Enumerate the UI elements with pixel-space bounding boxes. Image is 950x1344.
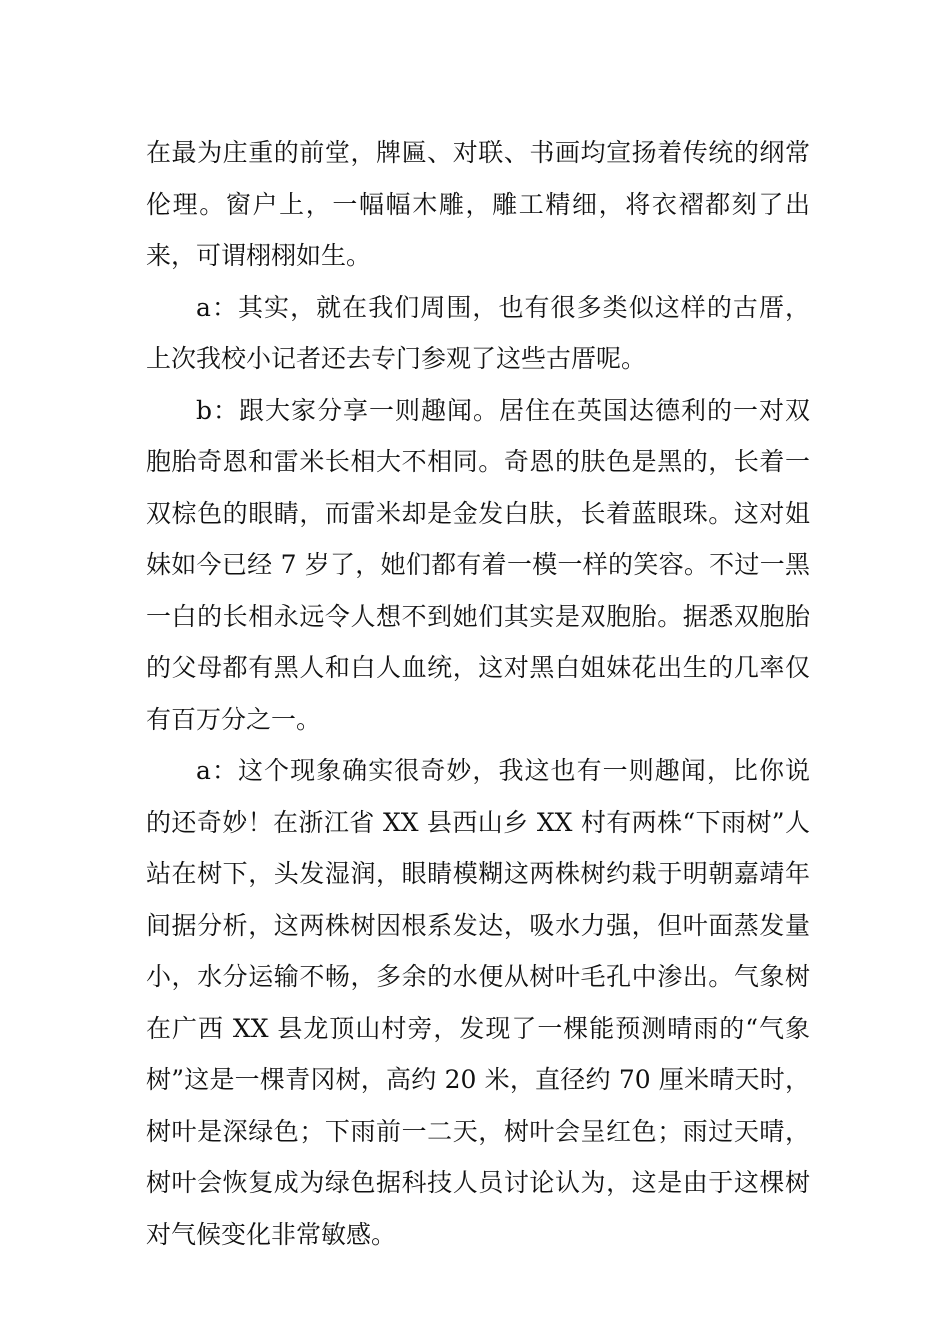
- paragraph-a-old-houses: a：其实，就在我们周围，也有很多类似这样的古厝，上次我校小记者还去专门参观了这些古厝呢。: [146, 292, 810, 373]
- document-body: [146, 127, 810, 1260]
- paragraph-b-twins: b：跟大家分享一则趣闻。居住在英国达德利的一对双胞胎奇恩和雷米长相大不相同。奇恩的肤色是黑的，长着一双棕色的眼睛，而雷米却是金发白肤，长着蓝眼珠。这对姐妹如今已经 7 岁了，她们都有着一模一样的笑容。不过一黑一白的长相永远令人想不到她们其实是双胞胎。据悉双胞胎的父母都有黑人和白人血统，这对黑白姐妹花出生的几率仅有百万分之一。: [146, 395, 810, 734]
- paragraph-front-hall: 在最为庄重的前堂，牌匾、对联、书画均宣扬着传统的纲常伦理。窗户上，一幅幅木雕，雕工精细，将衣褶都刻了出来，可谓栩栩如生。: [146, 138, 810, 270]
- paragraph-a-trees: a：这个现象确实很奇妙，我这也有一则趣闻，比你说的还奇妙！在浙江省 XX 县西山乡 XX 村有两株“下雨树”人站在树下，头发湿润，眼睛模糊这两株树约栽于明朝嘉靖年间据分析，这两株树因根系发达，吸水力强，但叶面蒸发量小，水分运输不畅，多余的水便从树叶毛孔中渗出。气象树在广西 XX 县龙顶山村旁，发现了一棵能预测晴雨的“气象树”这是一棵青冈树，高约 20 米，直径约 70 厘米晴天时，树叶是深绿色；下雨前一二天，树叶会呈红色；雨过天晴，树叶会恢复成为绿色据科技人员讨论认为，这是由于这棵树对气候变化非常敏感。: [146, 756, 810, 1249]
